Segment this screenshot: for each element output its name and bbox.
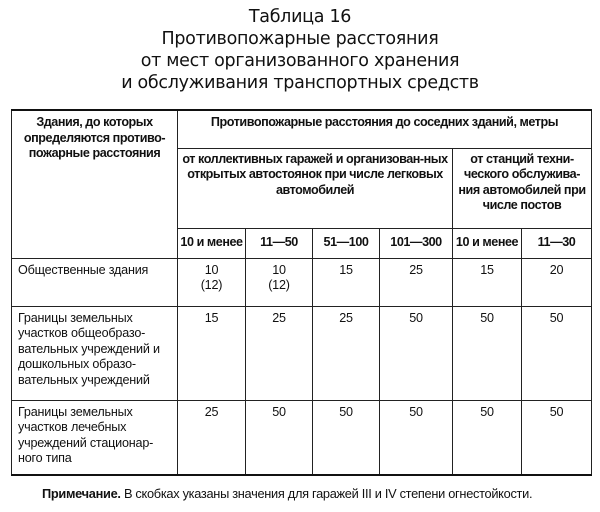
- table-cell: [246, 258, 313, 306]
- title-line-3: от мест организованного хранения: [140, 51, 460, 71]
- header-group-garages: от коллективных гаражей и организован-ных открытых автостоянок при числе легковых автомобилей: [178, 148, 453, 228]
- cell-value-alt: (12): [268, 278, 290, 292]
- row-label: Общественные здания: [12, 258, 178, 306]
- header-capacity-6: 11—30: [522, 228, 592, 258]
- table-cell: 20: [522, 258, 592, 306]
- table-cell: 15: [313, 258, 380, 306]
- table-row: [12, 400, 592, 475]
- table-cell: 25: [313, 306, 380, 400]
- header-capacity-5: 10 и менее: [453, 228, 522, 258]
- table-cell: 15: [453, 258, 522, 306]
- cell-value: 10: [204, 262, 219, 277]
- header-capacity-2: 11—50: [246, 228, 313, 258]
- fire-distance-table: [11, 109, 592, 476]
- table-note: [42, 486, 592, 501]
- row-label: Границы земельных участков общеобразо-вательных учреждений и дошкольных образо-вательных учреждений: [12, 306, 178, 400]
- table-cell: 50: [522, 306, 592, 400]
- table-cell: 50: [313, 400, 380, 475]
- table-cell: 50: [380, 400, 453, 475]
- title-line-2: Противопожарные расстояния: [161, 29, 439, 49]
- table-number: Таблица 16: [248, 7, 352, 27]
- header-group-stations: от станций техни-ческого обслужива-ния автомобилей при числе постов: [453, 148, 592, 228]
- header-capacity-3: 51—100: [313, 228, 380, 258]
- row-label: Границы земельных участков лечебных учреждений стационар-ного типа: [12, 400, 178, 475]
- table-cell: 15: [178, 306, 246, 400]
- table-cell: 50: [453, 306, 522, 400]
- table-title: [0, 6, 600, 94]
- cell-value: 10: [272, 262, 286, 277]
- cell-value-alt: (12): [200, 278, 223, 292]
- table-cell: 50: [522, 400, 592, 475]
- title-line-4: и обслуживания транспортных средств: [121, 73, 479, 93]
- table-cell: 25: [380, 258, 453, 306]
- header-capacity-1: 10 и менее: [178, 228, 246, 258]
- note-label: Примечание.: [42, 486, 121, 501]
- note-text: В скобках указаны значения для гаражей III и IV степени огнестойкости.: [123, 486, 533, 501]
- table-cell: 50: [246, 400, 313, 475]
- table-cell: 25: [246, 306, 313, 400]
- table-row: [12, 306, 592, 400]
- table-cell: 50: [453, 400, 522, 475]
- table-row: [12, 258, 592, 306]
- table-cell: 25: [178, 400, 246, 475]
- table-cell: [178, 258, 246, 306]
- table-cell: 50: [380, 306, 453, 400]
- header-buildings: Здания, до которых определяются противо-пожарные расстояния: [12, 110, 178, 258]
- header-capacity-4: 101—300: [380, 228, 453, 258]
- header-distances: Противопожарные расстояния до соседних зданий, метры: [178, 110, 592, 148]
